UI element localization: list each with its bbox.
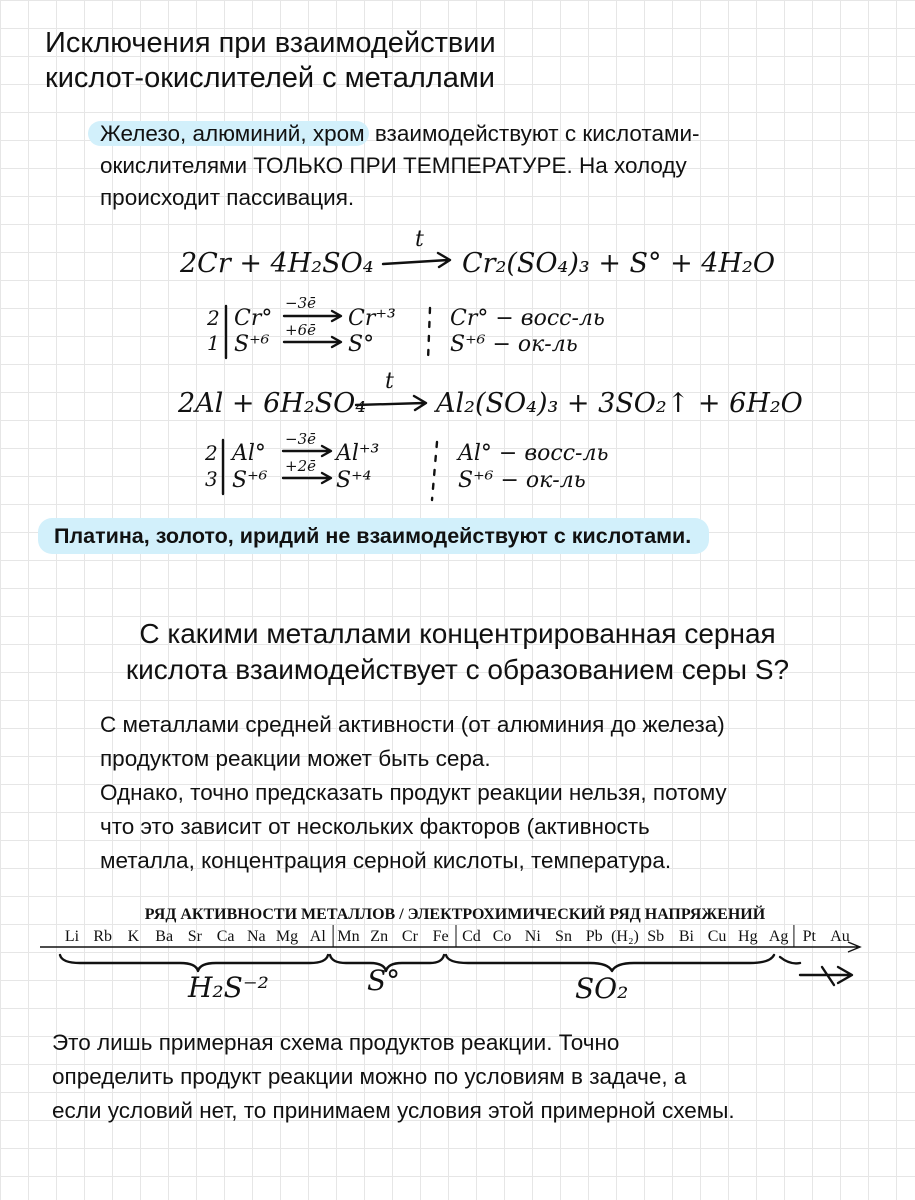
exceptions-line-2: окислителями ТОЛЬКО ПРИ ТЕМПЕРАТУРЕ. На холоду: [100, 153, 687, 178]
metal-symbol: Rb: [93, 928, 113, 945]
metals-highlight: Железо, алюминий, хром: [88, 121, 369, 146]
eq1-products: Cr₂(SO₄)₃ + S° + 4H₂O: [462, 248, 775, 279]
h2s-brace: [60, 955, 328, 971]
footer-line-2: определить продукт реакции можно по условиям в задаче, а: [52, 1064, 687, 1089]
metal-symbol: Cd: [462, 928, 481, 945]
product-h2s: H₂S⁻²: [188, 971, 269, 1004]
eq1-balance-coef-2: 1: [207, 331, 220, 355]
handwritten-equations: [0, 220, 915, 510]
metal-symbol: Bi: [678, 928, 694, 945]
metal-symbol: Pb: [585, 928, 603, 945]
question-line-2: кислота взаимодействует с образованием серы S?: [125, 654, 790, 685]
eq2-balance-coef-2: 3: [205, 467, 218, 491]
eq1-arrow: [383, 253, 450, 267]
question-line-1: С какими металлами концентрированная серная: [139, 618, 776, 649]
activity-series: [0, 895, 915, 1015]
answer-paragraph: [100, 708, 727, 878]
metal-symbol: Sr: [187, 928, 203, 945]
eq1-balance-right-2: S°: [348, 332, 375, 357]
eq1-balance-coef-1: 2: [207, 306, 220, 330]
metal-symbol: Ba: [155, 928, 174, 945]
answer-line-5: металла, концентрация серной кислоты, температура.: [100, 848, 672, 873]
footer-paragraph: [52, 1026, 735, 1128]
eq2-balance-electrons-2: +2ē: [285, 457, 316, 475]
metal-symbol: Hg: [738, 928, 758, 945]
metals-row: [65, 925, 850, 947]
exceptions-paragraph: [100, 118, 700, 214]
eq1-balance-arrow-1: [284, 311, 341, 321]
eq2-balance-electrons-1: −3ē: [285, 430, 316, 448]
eq2-divider: [432, 442, 437, 500]
eq2-arrow: [356, 396, 426, 410]
eq2-role-1: Al° − восс-ль: [458, 441, 609, 466]
metal-symbol: Co: [492, 928, 512, 945]
eq2-reactants: 2Al + 6H₂SO₄: [178, 388, 367, 419]
eq2-balance-right-2: S⁺⁴: [336, 468, 372, 493]
noble-metals-note: Платина, золото, иридий не взаимодействуют с кислотами.: [38, 518, 709, 554]
metal-symbol: Li: [64, 928, 80, 945]
eq2-role-2: S⁺⁶ − ок-ль: [458, 468, 586, 493]
eq1-balance-electrons-1: −3ē: [285, 294, 316, 312]
sulfur-question: [40, 616, 875, 688]
answer-line-1: С металлами средней активности (от алюминия до железа): [100, 712, 725, 737]
title-line-1: Исключения при взаимодействии: [45, 27, 496, 59]
metal-symbol: Sn: [555, 928, 572, 945]
metal-symbol: Mn: [337, 928, 360, 945]
metal-symbol: Na: [246, 928, 266, 945]
metal-symbol: Au: [830, 928, 850, 945]
eq2-condition: t: [385, 369, 394, 394]
eq2-balance-left-1: Al°: [232, 441, 266, 466]
product-s: S°: [367, 964, 401, 997]
metal-symbol: (H₂): [611, 928, 639, 945]
eq2-balance-right-1: Al⁺³: [336, 441, 380, 466]
metal-symbol: Mg: [275, 928, 299, 945]
exceptions-line-3: происходит пассивация.: [100, 185, 355, 210]
title-line-2: кислот-окислителей с металлами: [45, 62, 495, 94]
eq2-balance-left-2: S⁺⁶: [232, 468, 268, 493]
metal-symbol: Cr: [401, 928, 418, 945]
eq2-balance-coef-1: 2: [205, 441, 218, 465]
eq1-role-2: S⁺⁶ − ок-ль: [450, 332, 578, 357]
eq1-balance-left-2: S⁺⁶: [234, 332, 270, 357]
eq2-products: Al₂(SO₄)₃ + 3SO₂↑ + 6H₂O: [436, 388, 803, 419]
activity-series-title: РЯД АКТИВНОСТИ МЕТАЛЛОВ / ЭЛЕКТРОХИМИЧЕСКИЙ РЯД НАПРЯЖЕНИЙ: [144, 906, 766, 923]
metal-symbol: Cu: [707, 928, 727, 945]
no-reaction-mark: [780, 957, 852, 985]
metal-symbol: K: [127, 928, 140, 945]
eq1-condition: t: [415, 227, 424, 252]
eq1-balance-electrons-2: +6ē: [285, 321, 316, 339]
eq1-balance-right-1: Cr⁺³: [348, 306, 396, 331]
answer-line-2: продуктом реакции может быть сера.: [100, 746, 491, 771]
metal-symbol: Ag: [768, 928, 789, 945]
exceptions-line-1: [100, 118, 700, 150]
metal-symbol: Sb: [647, 928, 665, 945]
eq1-balance-left-1: Cr°: [234, 306, 273, 331]
eq1-role-1: Cr° − восс-ль: [450, 306, 605, 331]
footer-line-3: если условий нет, то принимаем условия этой примерной схемы.: [52, 1098, 735, 1123]
eq1-reactants: 2Cr + 4H₂SO₄: [180, 248, 374, 279]
so2-brace: [446, 955, 774, 971]
answer-line-4: что это зависит от нескольких факторов (активность: [100, 814, 650, 839]
metal-symbol: Zn: [370, 928, 389, 945]
metal-symbol: Pt: [802, 928, 816, 945]
metal-symbol: Fe: [432, 928, 449, 945]
product-so2: SO₂: [575, 972, 629, 1005]
metal-symbol: Ni: [524, 928, 541, 945]
exceptions-line-1-rest: взаимодействуют с кислотами-: [368, 121, 700, 146]
page-title: [45, 26, 496, 96]
footer-line-1: Это лишь примерная схема продуктов реакции. Точно: [52, 1030, 620, 1055]
metal-symbol: Ca: [216, 928, 235, 945]
eq1-divider: [428, 308, 430, 360]
answer-line-3: Однако, точно предсказать продукт реакции нельзя, потому: [100, 780, 727, 805]
metal-symbol: Al: [309, 928, 326, 945]
